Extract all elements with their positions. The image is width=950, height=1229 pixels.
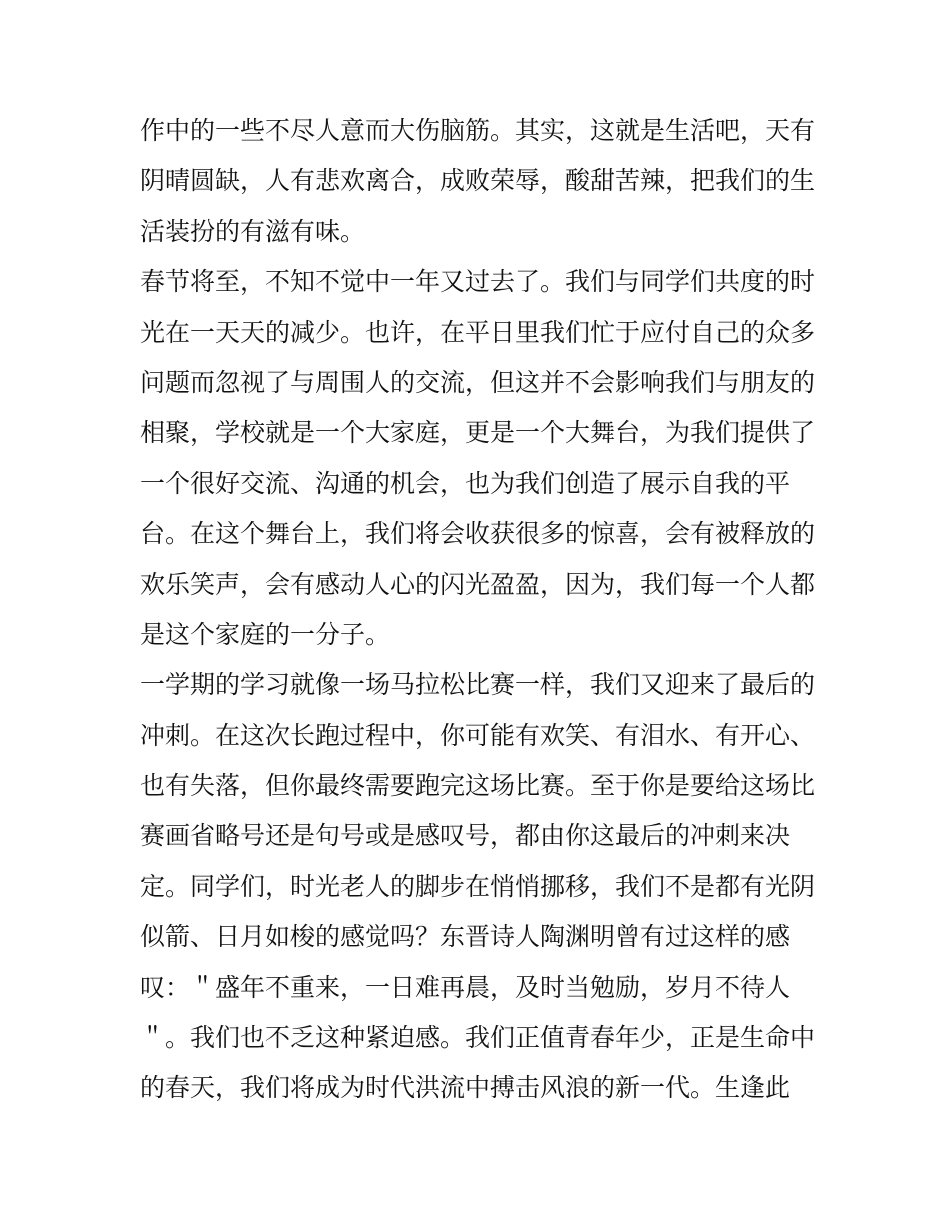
text-line: 赛画省略号还是句号或是感叹号，都由你这最后的冲刺来决 bbox=[140, 821, 791, 851]
text-line: 的春天，我们将成为时代洪流中搏击风浪的新一代。生逢此 bbox=[140, 1073, 791, 1103]
text-line: 叹：＂盛年不重来，一日难再晨，及时当勉励，岁月不待人 bbox=[140, 972, 791, 1002]
text-line: 阴晴圆缺，人有悲欢离合，成败荣辱，酸甜苦辣，把我们的生 bbox=[140, 166, 816, 196]
text-line: 似箭、日月如梭的感觉吗？东晋诗人陶渊明曾有过这样的感 bbox=[140, 922, 791, 952]
text-line: 相聚，学校就是一个大家庭，更是一个大舞台，为我们提供了 bbox=[140, 418, 816, 448]
text-line: 冲刺。在这次长跑过程中，你可能有欢笑、有泪水、有开心、 bbox=[140, 720, 816, 750]
text-line: 一学期的学习就像一场马拉松比赛一样，我们又迎来了最后的 bbox=[140, 670, 816, 700]
text-line: 台。在这个舞台上，我们将会收获很多的惊喜，会有被释放的 bbox=[140, 519, 816, 549]
text-line: 光在一天天的减少。也许，在平日里我们忙于应付自己的众多 bbox=[140, 317, 816, 347]
text-line: 春节将至，不知不觉中一年又过去了。我们与同学们共度的时 bbox=[140, 267, 816, 297]
text-line: 作中的一些不尽人意而大伤脑筋。其实，这就是生活吧，天有 bbox=[140, 116, 816, 145]
text-line: 问题而忽视了与周围人的交流，但这并不会影响我们与朋友的 bbox=[140, 367, 816, 397]
text-line: 一个很好交流、沟通的机会，也为我们创造了展示自我的平 bbox=[140, 468, 791, 498]
text-line: 是这个家庭的一分子。 bbox=[140, 619, 391, 649]
text-line: 活装扮的有滋有味。 bbox=[140, 216, 366, 246]
text-line: ＂。我们也不乏这种紧迫感。我们正值青春年少，正是生命中 bbox=[140, 1023, 816, 1053]
text-line: 定。同学们，时光老人的脚步在悄悄挪移，我们不是都有光阴 bbox=[140, 871, 816, 901]
text-line: 欢乐笑声，会有感动人心的闪光盈盈，因为，我们每一个人都 bbox=[140, 569, 816, 599]
text-line: 也有失落，但你最终需要跑完这场比赛。至于你是要给这场比 bbox=[140, 771, 816, 801]
body-text bbox=[140, 106, 820, 1114]
